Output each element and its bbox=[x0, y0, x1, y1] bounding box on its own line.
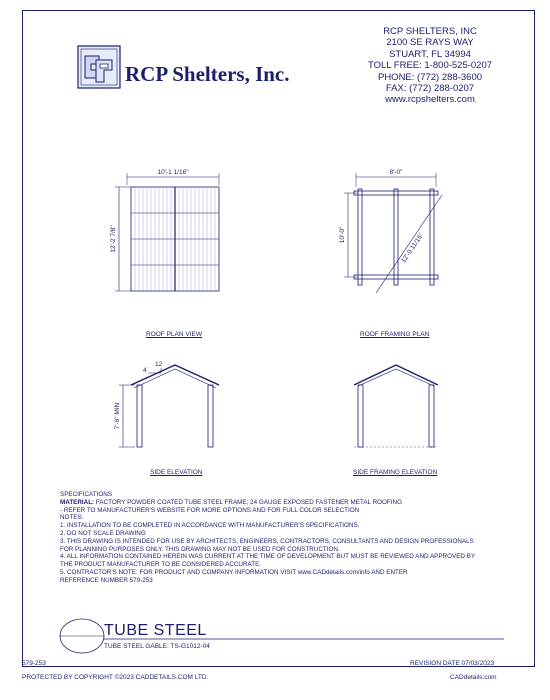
contact-line: RCP SHELTERS, INC bbox=[383, 26, 477, 37]
side-elevation bbox=[85, 355, 235, 460]
note-line: THE PRODUCT MANUFACTURER TO BE CONSIDERED ACCURATE. bbox=[60, 561, 262, 569]
material-line bbox=[60, 499, 510, 507]
contact-website: www.rcpshelters.com bbox=[385, 94, 475, 106]
copyright-notice: PROTECTED BY COPYRIGHT ©2023 CADDETAILS.COM LTD. bbox=[22, 674, 209, 681]
notes-heading: NOTES: bbox=[60, 514, 84, 522]
note-line: 5. CONTRACTOR'S NOTE: FOR PRODUCT AND COMPANY INFORMATION VISIT www.CADdetails.com/info AND ENTER bbox=[60, 568, 408, 576]
drawing-title: TUBE STEEL bbox=[104, 622, 207, 639]
material-label: MATERIAL: bbox=[60, 498, 95, 506]
roof-plan-height-dim: 12'-2 7/8" bbox=[110, 225, 117, 253]
contact-line: STUART, FL 34994 bbox=[389, 48, 471, 60]
note-line: 1. INSTALLATION TO BE COMPLETED IN ACCORDANCE WITH MANUFACTURER'S SPECIFICATIONS. bbox=[60, 522, 360, 530]
note-line: 3. THIS DRAWING IS INTENDED FOR USE BY ARCHITECTS, ENGINEERS, CONTRACTORS, CONSULTANTS AND DESIGN PROFESSIONALS bbox=[60, 537, 474, 545]
note-line: FOR PLANNING PURPOSES ONLY. THIS DRAWING MAY NOT BE USED FOR CONSTRUCTION. bbox=[60, 545, 340, 553]
framing-diagonal-dim-line bbox=[376, 195, 442, 293]
contact-line: TOLL FREE: 1-800-525-0207 bbox=[367, 60, 493, 72]
elevation-height-dim: 7'-6" MIN bbox=[114, 402, 121, 430]
title-bubble-icon bbox=[58, 616, 106, 656]
material-note: - REFER TO MANUFACTURER'S WEBSITE FOR MORE OPTIONS AND FOR FULL COLOR SELECTION bbox=[60, 506, 360, 514]
pitch-rise: 4 bbox=[143, 367, 147, 374]
note-line: REFERENCE NUMBER 579-253 bbox=[60, 576, 153, 584]
roof-plan-caption: ROOF PLAN VIEW bbox=[146, 331, 202, 338]
contact-line: PHONE: (772) 288-3600 bbox=[377, 71, 483, 83]
elevation-post-right bbox=[208, 385, 213, 447]
company-name: RCP Shelters, Inc. bbox=[125, 62, 290, 86]
note-line: 4. ALL INFORMATION CONTAINED HEREIN WAS CURRENT AT THE TIME OF DEVELOPMENT BUT MUST BE REVIEWED AND APPROVED BY bbox=[60, 553, 476, 561]
note-line: 2. DO NOT SCALE DRAWING bbox=[60, 529, 146, 537]
contact-line: FAX: (772) 288-0207 bbox=[385, 83, 475, 95]
roof-framing-caption: ROOF FRAMING PLAN bbox=[360, 331, 430, 338]
framing-height-dim: 10'-0" bbox=[339, 226, 346, 244]
reference-number: 579-253 bbox=[22, 660, 46, 667]
framing-diagonal-dim: 12'-9 11/16" bbox=[400, 232, 426, 265]
elevation-post-left bbox=[137, 385, 142, 447]
contact-block bbox=[360, 26, 500, 106]
material-text: FACTORY POWDER COATED TUBE STEEL FRAME; 24 GAUGE EXPOSED FASTENER METAL ROOFING bbox=[94, 498, 402, 506]
rcp-logo-icon bbox=[76, 44, 122, 90]
framing-members bbox=[354, 189, 438, 285]
specifications-block bbox=[60, 491, 510, 585]
roof-plan-view bbox=[85, 165, 235, 305]
framing-width-dim: 8'-0" bbox=[389, 169, 403, 176]
specs-heading: SPECIFICATIONS bbox=[60, 491, 113, 498]
revision-date: REVISION DATE 07/03/2023 bbox=[410, 660, 495, 667]
side-framing-caption: SIDE FRAMING ELEVATION bbox=[353, 469, 438, 476]
framing-post-right bbox=[429, 385, 434, 447]
caddetails-link[interactable]: CADdetails.com bbox=[450, 674, 497, 681]
roof-plan-width-dim: 10'-1 1/16" bbox=[157, 169, 189, 176]
pitch-run: 12 bbox=[155, 361, 163, 368]
side-framing-elevation bbox=[318, 355, 468, 460]
contact-line: 2100 SE RAYS WAY bbox=[386, 37, 474, 49]
drawing-subtitle: TUBE STEEL GABLE: TS-G1012-04 bbox=[104, 643, 210, 650]
framing-post-left bbox=[358, 385, 363, 447]
side-elevation-caption: SIDE ELEVATION bbox=[150, 469, 203, 476]
roof-framing-plan bbox=[318, 165, 468, 305]
